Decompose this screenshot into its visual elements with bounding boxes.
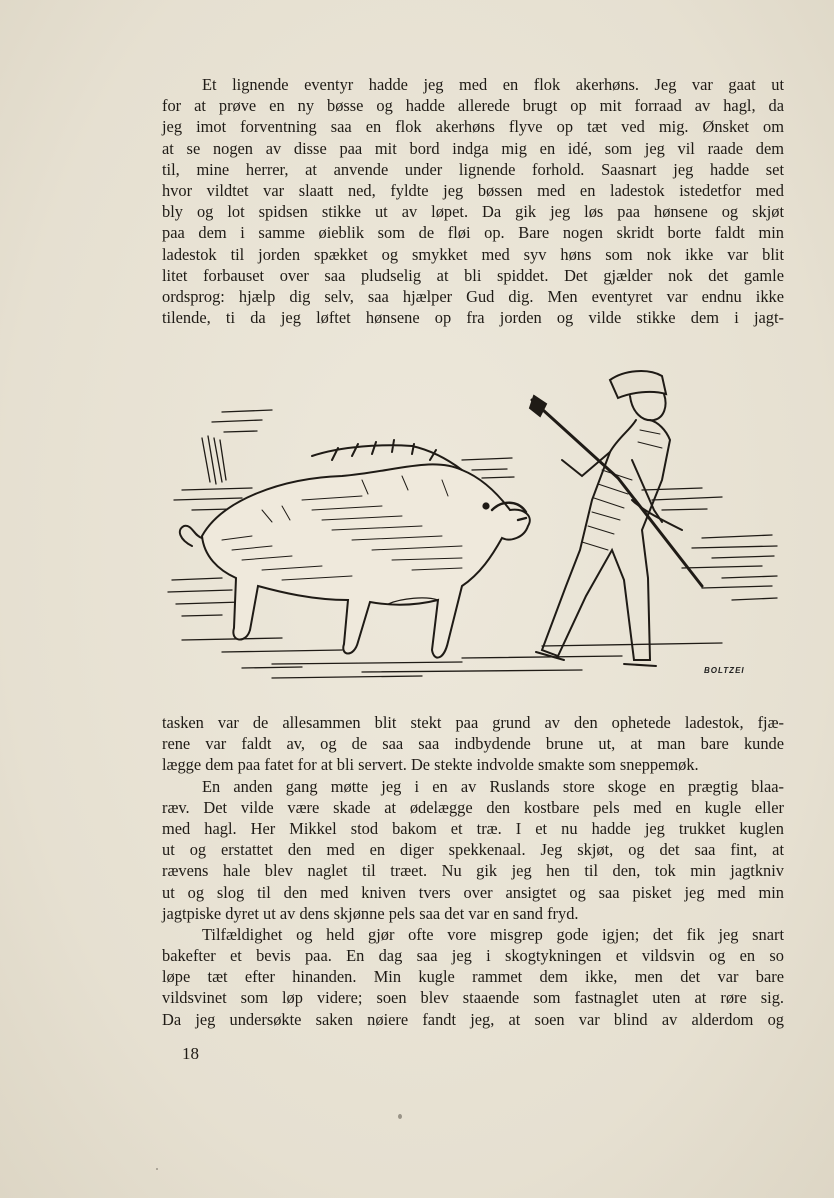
illustrator-signature: BOLTZEI <box>704 666 745 675</box>
boar-hunter-illustration <box>162 360 784 695</box>
text-line: Tilfældighet og held gjør ofte vore misgrep gode igjen; det fik jeg snart <box>202 924 784 944</box>
text-line: rene var faldt av, og de saa saa indbydende brune ut, at man bare kunde <box>162 734 784 754</box>
text-line: med hagl. Her Mikkel stod bakom et træ. I et nu hadde jeg trukket kuglen <box>162 818 784 838</box>
text-line: En anden gang møtte jeg i en av Ruslands store skoge en prægtig blaa- <box>202 776 784 796</box>
text-line: jeg imot forventning saa en flok akerhøns flyve op tæt ved mig. Ønsket om <box>162 117 784 137</box>
text-line: for at prøve en ny bøsse og hadde allerede brugt op mit forraad av hagl, da <box>162 96 784 116</box>
text-line: ordsprog: hjælp dig selv, saa hjælper Gud dig. Men eventyret var endnu ikke <box>162 286 784 306</box>
text-line: bly og lot spidsen stikke ut av løpet. Da gik jeg løs paa hønsene og skjøt <box>162 202 784 222</box>
paragraph-1 <box>162 74 784 328</box>
engraving-drawing <box>162 360 784 695</box>
text-line: at se nogen av disse paa mit bord indga mig en idé, som jeg vil raade dem <box>162 138 784 158</box>
text-line: tilende, ti da jeg løftet hønsene op fra jorden og vilde stikke dem i jagt- <box>162 308 784 328</box>
text-line: løpe tæt efter hinanden. Min kugle rammet dem ikke, men det var bare <box>162 967 784 987</box>
text-line: ut og erstattet den med en diger spekkenaal. Jeg skjøt, og det saa fint, at <box>162 840 784 860</box>
text-line: til, mine herrer, at anvende under lignende forhold. Saasnart jeg hadde set <box>162 159 784 179</box>
text-line: Et lignende eventyr hadde jeg med en flok akerhøns. Jeg var gaat ut <box>202 75 784 94</box>
text-line: jagtpiske dyret ut av dens skjønne pels saa det var en sand fryd. <box>162 903 579 923</box>
text-line: rævens hale blev naglet til træet. Nu gik jeg hen til den, tok min jagtkniv <box>162 861 784 881</box>
paper-speck <box>398 1114 402 1119</box>
text-line: paa dem i samme øieblik som de fløi op. Bare nogen skridt borte faldt min <box>162 223 784 243</box>
text-line: ladestok til jorden spækket og smykket med syv høns som nok ikke var blit <box>162 244 784 264</box>
text-line: lægge dem paa fatet for at bli servert. De stekte indvolde smakte som sneppemøk. <box>162 755 699 775</box>
text-line: ut og slog til den med kniven tvers over ansigtet og saa pisket jeg med min <box>162 882 784 902</box>
paragraphs-continued <box>162 712 784 1030</box>
text-line: Da jeg undersøkte saken nøiere fandt jeg, at soen var blind av alderdom og <box>162 1009 784 1029</box>
text-line: bakefter et bevis paa. En dag saa jeg i skogtykningen et vildsvin og en so <box>162 946 784 966</box>
text-line: tasken var de allesammen blit stekt paa grund av den ophetede ladestok, fjæ- <box>162 713 784 732</box>
text-line: ræv. Det vilde være skade at ødelægge den kostbare pels med en kugle eller <box>162 797 784 817</box>
text-line: hvor vildtet var slaatt ned, fyldte jeg bøssen med en ladestok istedetfor med <box>162 180 784 200</box>
page-number: 18 <box>182 1044 199 1063</box>
boar <box>180 440 530 658</box>
text-line: vildsvinet som løp videre; soen blev staaende som fastnaglet uten at røre sig. <box>162 988 784 1008</box>
text-line: litet forbauset over saa pludselig at bli spiddet. Det gjælder nok det gamle <box>162 265 784 285</box>
paper-speck <box>156 1168 158 1170</box>
